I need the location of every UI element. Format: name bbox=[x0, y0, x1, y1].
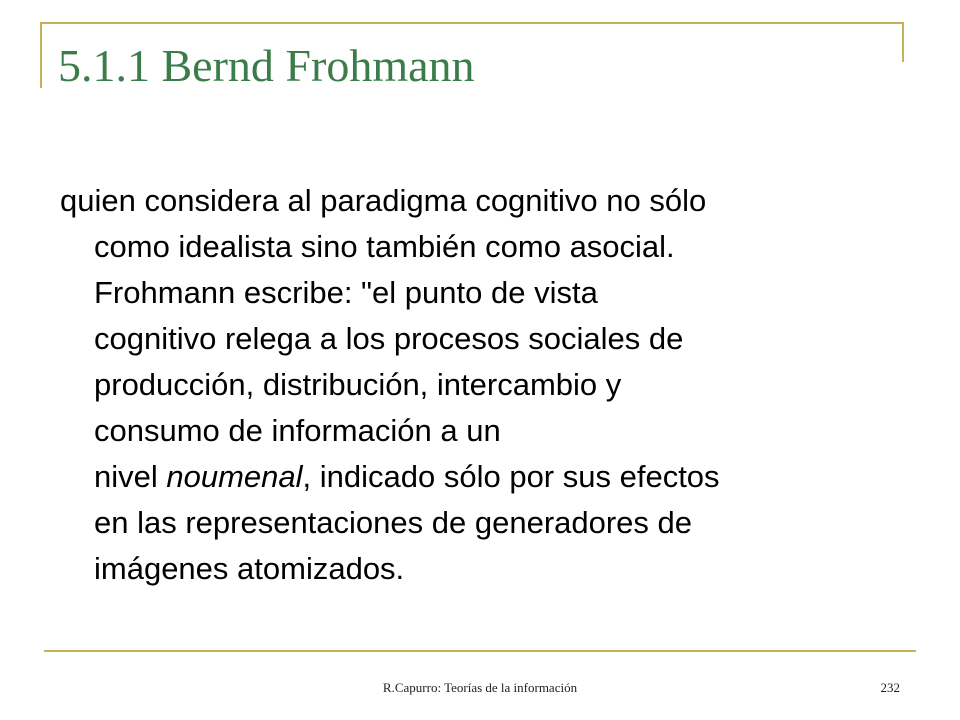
footer-author-title: R.Capurro: Teorías de la información bbox=[382, 680, 578, 695]
body-line-suffix: , indicado sólo por sus efectos bbox=[302, 459, 720, 494]
frame-right-rule bbox=[902, 22, 904, 62]
body-line: imágenes atomizados. bbox=[94, 551, 405, 586]
body-line-prefix: nivel bbox=[94, 459, 167, 494]
slide-body bbox=[60, 178, 910, 592]
body-line: producción, distribución, intercambio y bbox=[94, 367, 622, 402]
body-line: cognitivo relega a los procesos sociales de bbox=[94, 321, 684, 356]
body-line: consumo de información a un bbox=[94, 413, 501, 448]
body-line-with-italic bbox=[60, 454, 910, 500]
italic-term: noumenal bbox=[166, 459, 303, 494]
frame-top-rule bbox=[40, 22, 904, 24]
body-line: en las representaciones de generadores de bbox=[94, 505, 693, 540]
frame-bottom-rule bbox=[44, 650, 916, 652]
body-line: quien considera al paradigma cognitivo no sólo bbox=[60, 183, 707, 218]
frame-left-rule bbox=[40, 22, 42, 88]
body-line: como idealista sino también como asocial. bbox=[94, 229, 675, 264]
footer-page-number: 232 bbox=[880, 680, 900, 695]
slide-title: 5.1.1 Bernd Frohmann bbox=[58, 40, 475, 91]
body-line: Frohmann escribe: "el punto de vista bbox=[94, 275, 598, 310]
